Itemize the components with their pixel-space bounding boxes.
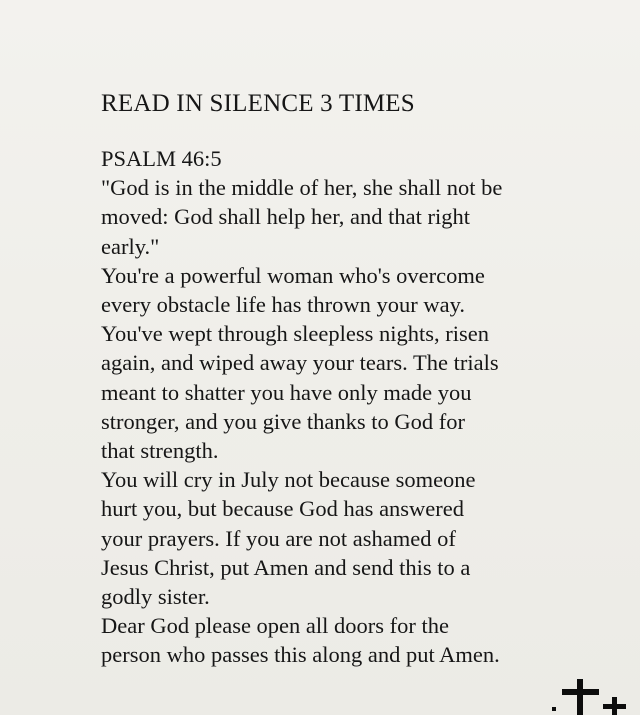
text-line: "God is in the middle of her, she shall not be — [101, 175, 503, 201]
text-line: stronger, and you give thanks to God for — [101, 408, 466, 434]
text-line: person who passes this along and put Amen. — [101, 642, 500, 668]
dot-mark — [552, 707, 556, 711]
text-line: You will cry in July not because someone — [101, 467, 476, 493]
cross-horizontal — [562, 689, 599, 695]
text-line: moved: God shall help her, and that right — [101, 204, 471, 230]
text-line: every obstacle life has thrown your way. — [101, 292, 466, 318]
page-title: READ IN SILENCE 3 TIMES — [101, 90, 415, 117]
small-cross-horizontal — [603, 704, 626, 709]
text-line: again, and wiped away your tears. The trials — [101, 350, 499, 376]
text-line: your prayers. If you are not ashamed of — [101, 525, 456, 551]
text-line: You've wept through sleepless nights, risen — [101, 321, 489, 347]
text-line: that strength. — [101, 438, 219, 464]
text-line: meant to shatter you have only made you — [101, 379, 472, 405]
text-line: Jesus Christ, put Amen and send this to a — [101, 554, 471, 580]
text-line: You're a powerful woman who's overcome — [101, 262, 485, 288]
text-line: early." — [101, 233, 160, 259]
text-line: godly sister. — [101, 584, 210, 610]
text-line: hurt you, but because God has answered — [101, 496, 465, 522]
text-line: PSALM 46:5 — [101, 146, 222, 171]
message-body — [101, 144, 551, 670]
cross-icon — [550, 675, 640, 715]
text-line: Dear God please open all doors for the — [101, 613, 450, 639]
cross-vertical — [577, 679, 583, 715]
